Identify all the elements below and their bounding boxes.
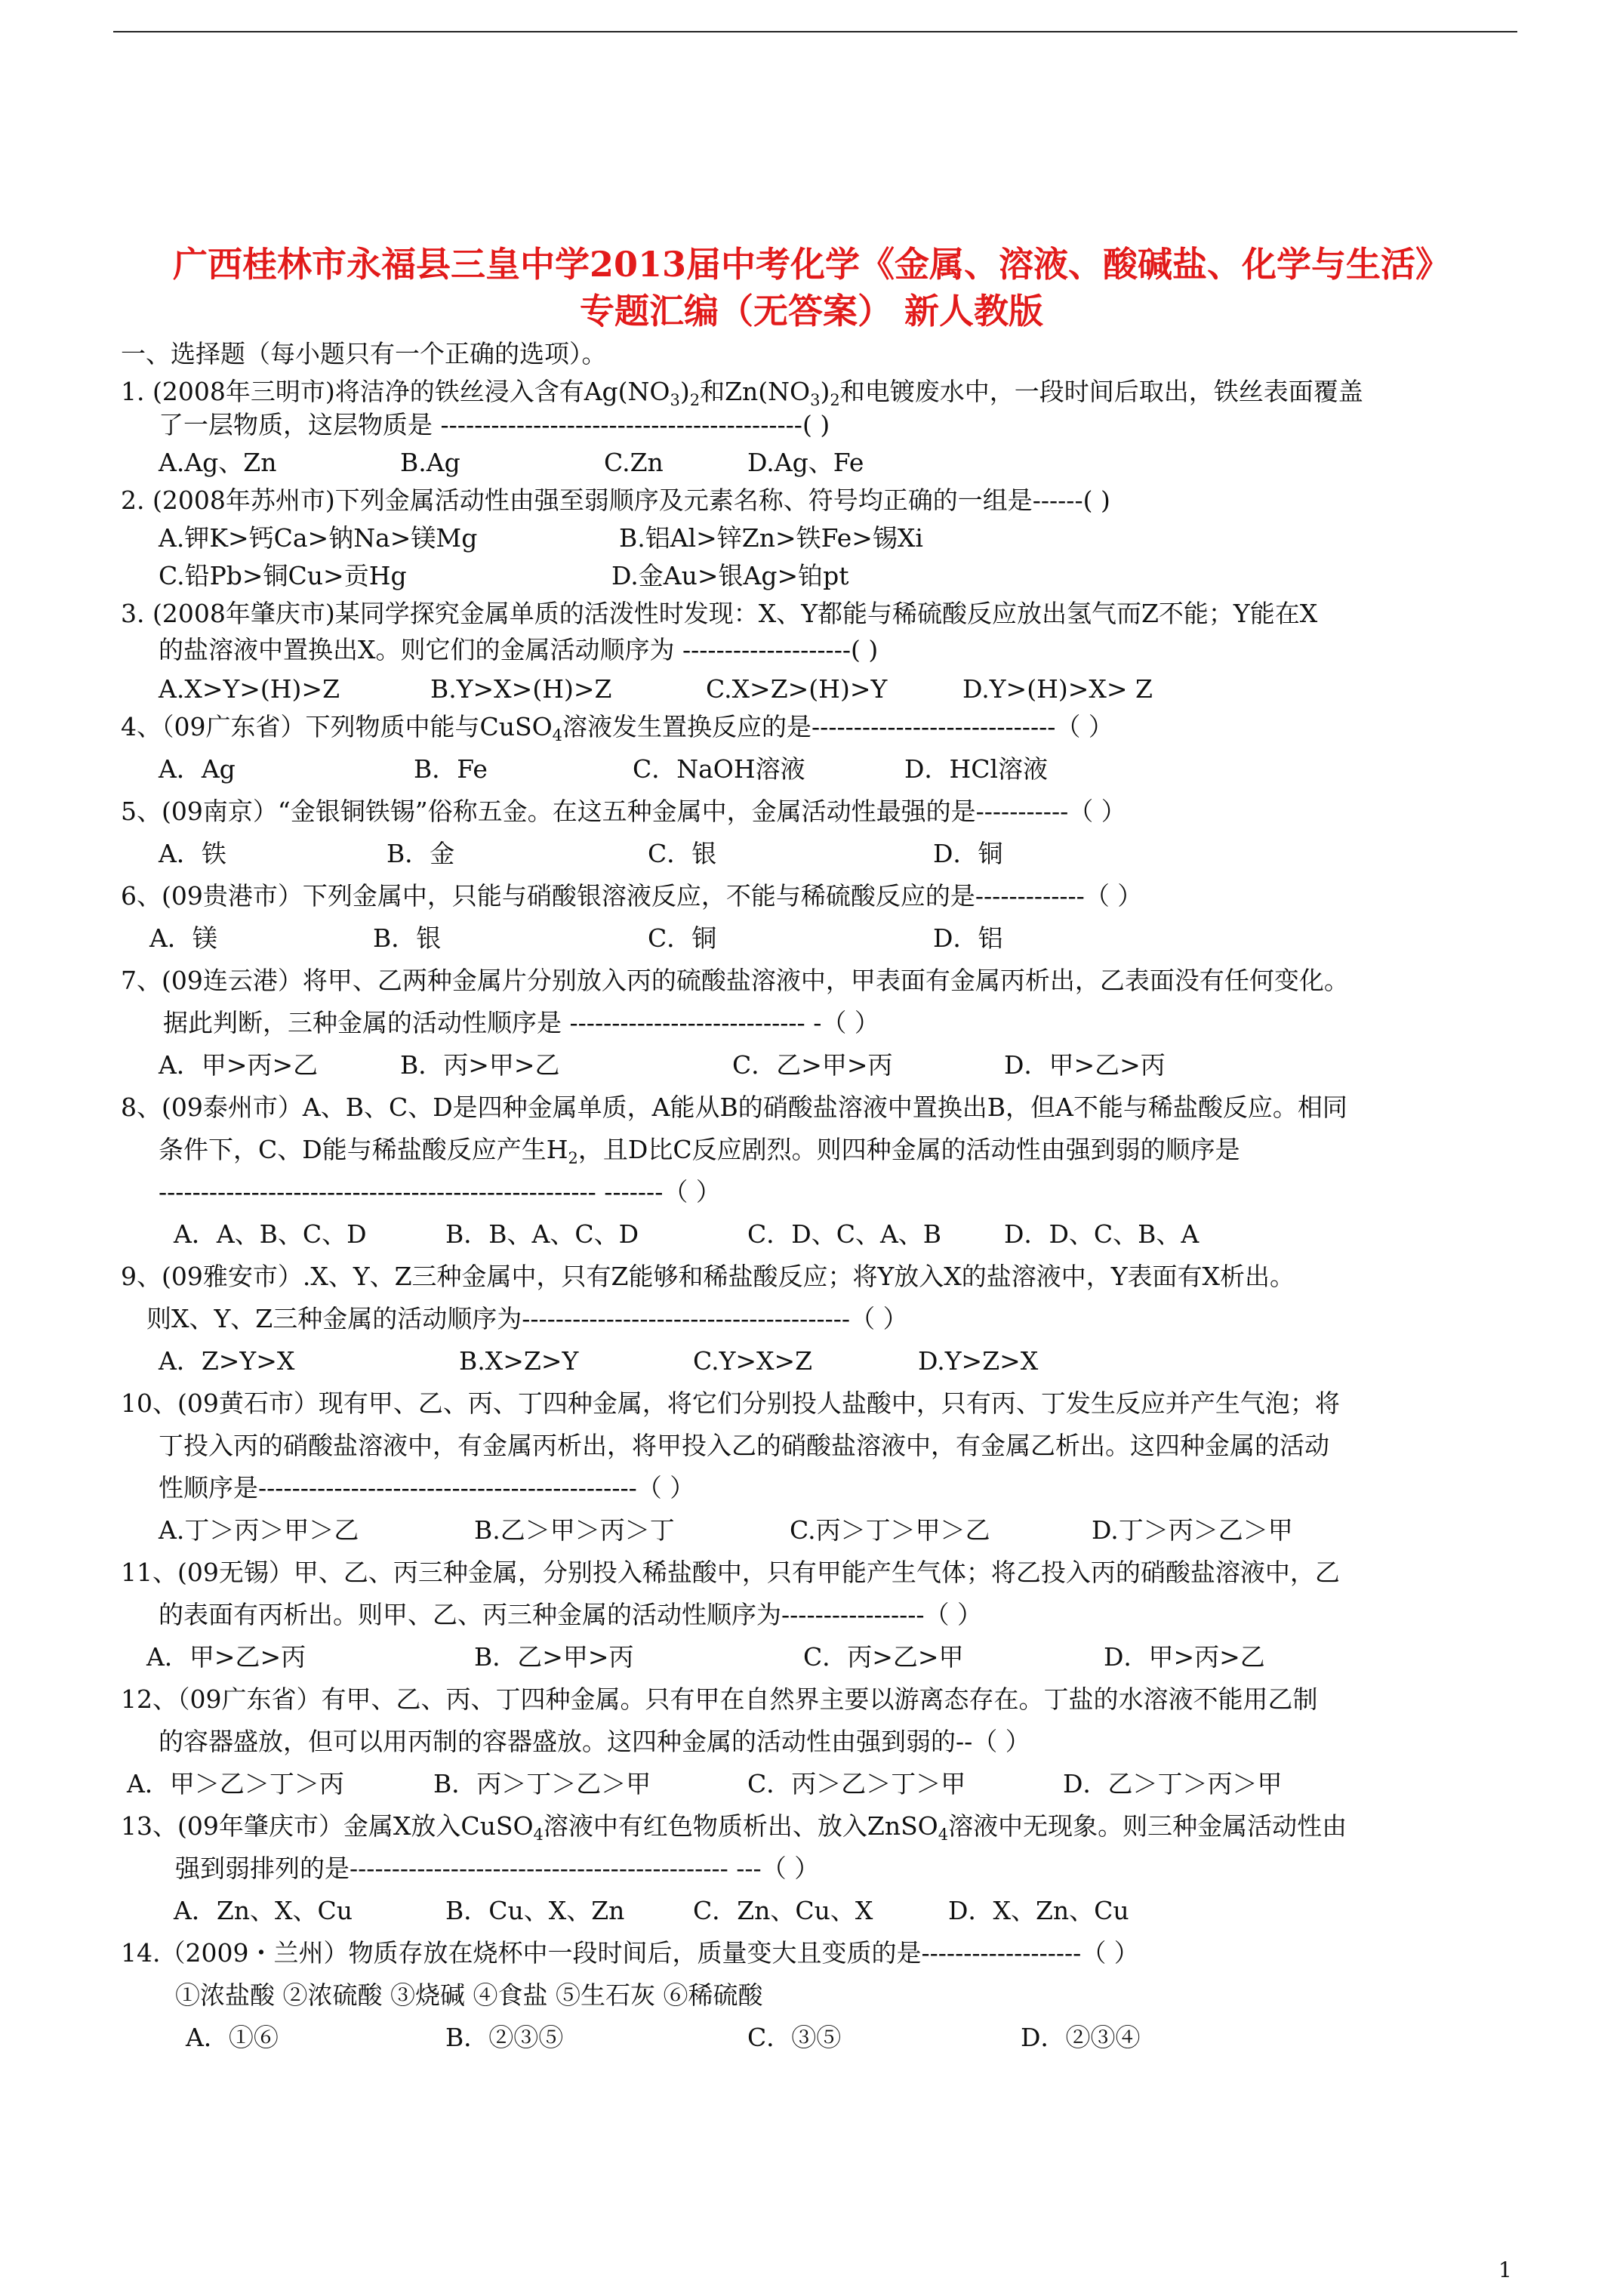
question-8-line3: ---------------------------------------------------- -------（ ） [159,1177,721,1207]
question-11-line1: 11、(09无锡）甲、乙、丙三种金属，分别投入稀盐酸中，只有甲能产生气体；将乙投入丙的硝酸盐溶液中，乙 [121,1558,1340,1587]
question-10-line3: 性顺序是---------------------------------------------（ ） [159,1473,695,1502]
question-11-option-b: B．乙>甲>丙 [474,1642,634,1672]
question-11-option-d: D．甲>丙>乙 [1104,1642,1265,1672]
question-2-option-a: A.钾K>钙Ca>钠Na>镁Mg [159,523,478,553]
question-9-option-b: B.X>Z>Y [459,1346,579,1376]
question-7-option-d: D．甲>乙>丙 [1004,1050,1166,1080]
document-title-line2: 专题汇编（无答案） 新人教版 [579,291,1043,331]
question-8-line1: 8、(09泰州市）A、B、C、D是四种金属单质，A能从B的硝酸盐溶液中置换出B，但A不能与稀盐酸反应。相同 [121,1093,1347,1122]
question-9-option-d: D.Y>Z>X [918,1346,1039,1376]
question-3-line2: 的盐溶液中置换出X。则它们的金属活动顺序为 --------------------( ) [159,635,879,664]
question-5-option-c: C．银 [648,839,717,868]
question-13-option-d: D．X、Zn、Cu [948,1896,1129,1925]
question-3-line1: 3. (2008年肇庆市)某同学探究金属单质的活泼性时发现：X、Y都能与稀硫酸反应放出氢气而Z不能；Y能在X [121,599,1318,628]
question-6-option-b: B．银 [373,923,442,953]
question-3-option-a: A.X>Y>(H)>Z [159,674,340,704]
question-10-line1: 10、(09黄石市）现有甲、乙、丙、丁四种金属，将它们分别投人盐酸中，只有丙、丁发生反应并产生气泡；将 [121,1388,1340,1418]
question-8-option-d: D．D、C、B、A [1004,1219,1200,1249]
question-1-option-b: B.Ag [400,448,460,477]
question-6-text: 6、(09贵港市）下列金属中，只能与硝酸银溶液反应，不能与稀硫酸反应的是-------------（ ） [121,881,1143,911]
question-3-option-d: D.Y>(H)>X> Z [962,674,1153,704]
question-5-option-b: B．金 [387,839,455,868]
question-5-option-a: A．铁 [159,839,226,868]
question-2-option-c: C.铅Pb>铜Cu>贡Hg [159,561,407,590]
question-5-text: 5、(09南京）“金银铜铁锡”俗称五金。在这五种金属中，金属活动性最强的是-----------（ ） [121,797,1126,826]
question-8-line2: 条件下，C、D能与稀盐酸反应产生$H_2$，且D比C反应剧烈。则四种金属的活动性由强到弱的顺序是 [159,1135,1240,1167]
question-3-option-b: B.Y>X>(H)>Z [430,674,612,704]
question-13-option-a: A．Zn、X、Cu [174,1896,353,1925]
question-4-option-d: D．HCl溶液 [904,754,1049,784]
question-11-option-c: C．丙>乙>甲 [803,1642,964,1672]
question-10-option-a: A.丁＞丙＞甲＞乙 [159,1515,359,1545]
question-14-text: 14.（2009・兰州）物质存放在烧杯中一段时间后，质量变大且变质的是-------------------（ ） [121,1938,1139,1968]
question-14-option-d: D．②③④ [1021,2023,1141,2052]
question-1-line1: 1. (2008年三明市)将洁净的铁丝浸入含有$Ag(NO_3)_2$和$Zn(NO_3)_2$和电镀废水中，一段时间后取出，铁丝表面覆盖 [121,377,1363,409]
question-1-line2: 了一层物质，这层物质是 -------------------------------------------( ) [159,410,830,439]
question-10-option-b: B.乙＞甲＞丙＞丁 [474,1515,675,1545]
question-10-option-d: D.丁＞丙＞乙＞甲 [1092,1515,1293,1545]
question-7-option-b: B．丙>甲>乙 [400,1050,560,1080]
question-12-option-a: A．甲＞乙＞丁＞丙 [127,1769,344,1798]
question-4-option-c: C．NaOH溶液 [633,754,805,784]
header-rule [113,31,1517,32]
question-1-option-d: D.Ag、Fe [747,448,864,477]
question-1-option-a: A.Ag、Zn [159,448,277,477]
question-8-option-a: A．A、B、C、D [174,1219,367,1249]
question-14-option-c: C．③⑤ [747,2023,842,2052]
question-7-line2: 据此判断，三种金属的活动性顺序是 ---------------------------- -（ ） [163,1008,879,1037]
question-12-line2: 的容器盛放，但可以用丙制的容器盛放。这四种金属的活动性由强到弱的--（ ） [159,1727,1030,1756]
page-number: 1 [1498,2257,1512,2282]
question-2-option-b: B.铝Al>锌Zn>铁Fe>锡Xi [619,523,923,553]
question-4-option-a: A．Ag [159,754,236,784]
section-heading: 一、选择题（每小题只有一个正确的选项）。 [121,339,607,368]
question-10-option-c: C.丙＞丁＞甲＞乙 [790,1515,990,1545]
question-9-line1: 9、(09雅安市）.X、Y、Z三种金属中，只有Z能够和稀盐酸反应；将Y放入X的盐溶液中，Y表面有X析出。 [121,1262,1295,1291]
question-9-line2: 则X、Y、Z三种金属的活动顺序为---------------------------------------（ ） [146,1304,908,1333]
question-7-option-a: A．甲>丙>乙 [159,1050,319,1080]
question-14-option-a: A．①⑥ [186,2023,279,2052]
question-2-option-d: D.金Au>银Ag>铂pt [611,561,849,590]
question-12-line1: 12、（09广东省）有甲、乙、丙、丁四种金属。只有甲在自然界主要以游离态存在。丁盐的水溶液不能用乙制 [121,1684,1318,1714]
question-5-option-d: D．铜 [933,839,1003,868]
question-8-option-b: B．B、A、C、D [445,1219,639,1249]
question-12-option-b: B．丙＞丁＞乙＞甲 [433,1769,651,1798]
question-4-text: 4、（09广东省）下列物质中能与CuSO$_4$溶液发生置换反应的是-----------------------------（ ） [121,712,1113,744]
question-13-option-b: B．Cu、X、Zn [445,1896,625,1925]
question-4-option-b: B．Fe [414,754,488,784]
question-13-line2: 强到弱排列的是--------------------------------------------- ---（ ） [175,1854,820,1883]
question-12-option-c: C．丙＞乙＞丁＞甲 [747,1769,966,1798]
question-1-option-c: C.Zn [604,448,664,477]
question-11-line2: 的表面有丙析出。则甲、乙、丙三种金属的活动性顺序为-----------------（ ） [159,1600,983,1629]
question-2-text: 2. (2008年苏州市)下列金属活动性由强至弱顺序及元素名称、符号均正确的一组是------( ) [121,485,1110,515]
question-6-option-c: C．铜 [648,923,717,953]
question-10-line2: 丁投入丙的硝酸盐溶液中，有金属丙析出，将甲投入乙的硝酸盐溶液中，有金属乙析出。这四种金属的活动 [159,1431,1329,1460]
question-9-option-c: C.Y>X>Z [693,1346,813,1376]
document-title-line1: 广西桂林市永福县三皇中学2013届中考化学《金属、溶液、酸碱盐、化学与生活》 [172,244,1451,285]
question-3-option-c: C.X>Z>(H)>Y [706,674,888,704]
question-12-option-d: D．乙＞丁＞丙＞甲 [1063,1769,1283,1798]
question-7-option-c: C．乙>甲>丙 [732,1050,893,1080]
question-13-option-c: C．Zn、Cu、X [693,1896,873,1925]
question-6-option-a: A．镁 [149,923,217,953]
question-8-option-c: C．D、C、A、B [747,1219,942,1249]
question-11-option-a: A．甲>乙>丙 [146,1642,306,1672]
question-14-items: ①浓盐酸 ②浓硫酸 ③烧碱 ④食盐 ⑤生石灰 ⑥稀硫酸 [175,1980,763,2010]
question-6-option-d: D．铝 [933,923,1003,953]
question-7-line1: 7、(09连云港）将甲、乙两种金属片分别放入丙的硫酸盐溶液中，甲表面有金属丙析出，乙表面没有任何变化。 [121,966,1349,995]
question-9-option-a: A．Z>Y>X [159,1346,295,1376]
question-13-line1: 13、(09年肇庆市）金属X放入CuSO$_4$溶液中有红色物质析出、放入ZnSO$_4$溶液中无现象。则三种金属活动性由 [121,1811,1347,1844]
question-14-option-b: B．②③⑤ [445,2023,564,2052]
